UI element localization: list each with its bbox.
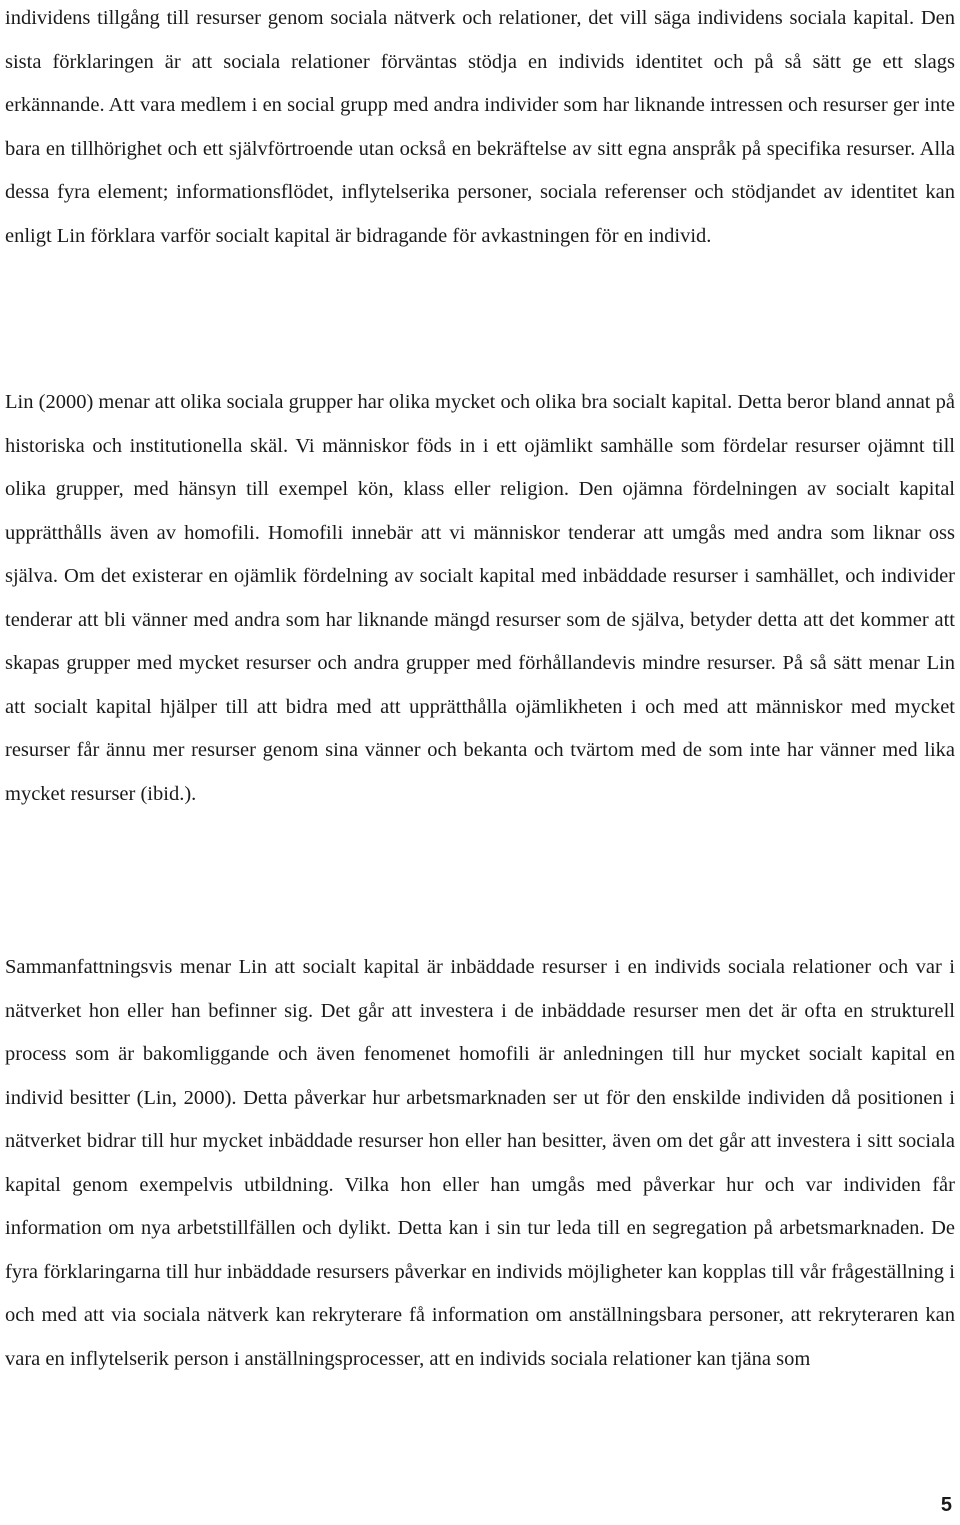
paragraph-1: individens tillgång till resurser genom sociala nätverk och relationer, det vill säga individens sociala kapital. Den sista förklaringen är att sociala relationer förväntas stödja en individs identitet och på så sätt ge ett slags erkännande. Att vara medlem i en social grupp med andra individer som har liknande intressen och resurser ger inte bara en tillhörighet och ett självförtroende utan också en bekräftelse av sitt egna anspråk på specifika resurser. Alla dessa fyra element; informationsflödet, inflytelserika personer, sociala referenser och stödjandet av identitet kan enligt Lin förklara varför socialt kapital är bidragande för avkastningen för en individ. (5, 7, 955, 247)
paragraph-3: Sammanfattningsvis menar Lin att socialt kapital är inbäddade resurser i en individs sociala relationer och var i nätverket hon eller han befinner sig. Det går att investera i de inbäddade resurser men det är ofta en strukturell process som är bakomliggande och även fenomenet homofili är anledningen till hur mycket socialt kapital en individ besitter (Lin, 2000). Detta påverkar hur arbetsmarknaden ser ut för den enskilde individen då positionen i nätverket bidrar till hur mycket inbäddade resurser hon eller han besitter, även om det går att investera i sitt sociala kapital genom exempelvis utbildning. Vilka hon eller han umgås med påverkar hur och var individen får information om nya arbetstillfällen och dylikt. Detta kan i sin tur leda till en segregation på arbetsmarknaden. De fyra förklaringarna till hur inbäddade resursers påverkar en individs möjligheter kan kopplas till vår frågeställning i och med att via sociala nätverk kan rekryterare få information om anställningsbara personer, att rekryteraren kan vara en inflytelserik person i anställningsprocesser, att en individs sociala relationer kan tjäna som (5, 956, 955, 1370)
page-number: 5 (940, 1494, 952, 1516)
paragraph-2: Lin (2000) menar att olika sociala grupper har olika mycket och olika bra socialt kapital. Detta beror bland annat på historiska och institutionella skäl. Vi människor föds in i ett ojämlikt samhälle som fördelar resurser ojämnt till olika grupper, med hänsyn till exempel kön, klass eller religion. Den ojämna fördelningen av socialt kapital upprätthålls även av homofili. Homofili innebär att vi människor tenderar att umgås med andra som liknar oss själva. Om det existerar en ojämlik fördelning av socialt kapital med inbäddade resurser i samhället, och individer tenderar att bli vänner med andra som har liknande mängd resurser som de själva, betyder detta att det kommer att skapas grupper med mycket resurser och andra grupper med förhållandevis mindre resurser. På så sätt menar Lin att socialt kapital hjälper till att bidra med att upprätthålla ojämlikheten i och med att människor med mycket resurser får ännu mer resurser genom sina vänner och bekanta och tvärtom med de som inte har vänner med lika mycket resurser (ibid.). (5, 391, 955, 805)
